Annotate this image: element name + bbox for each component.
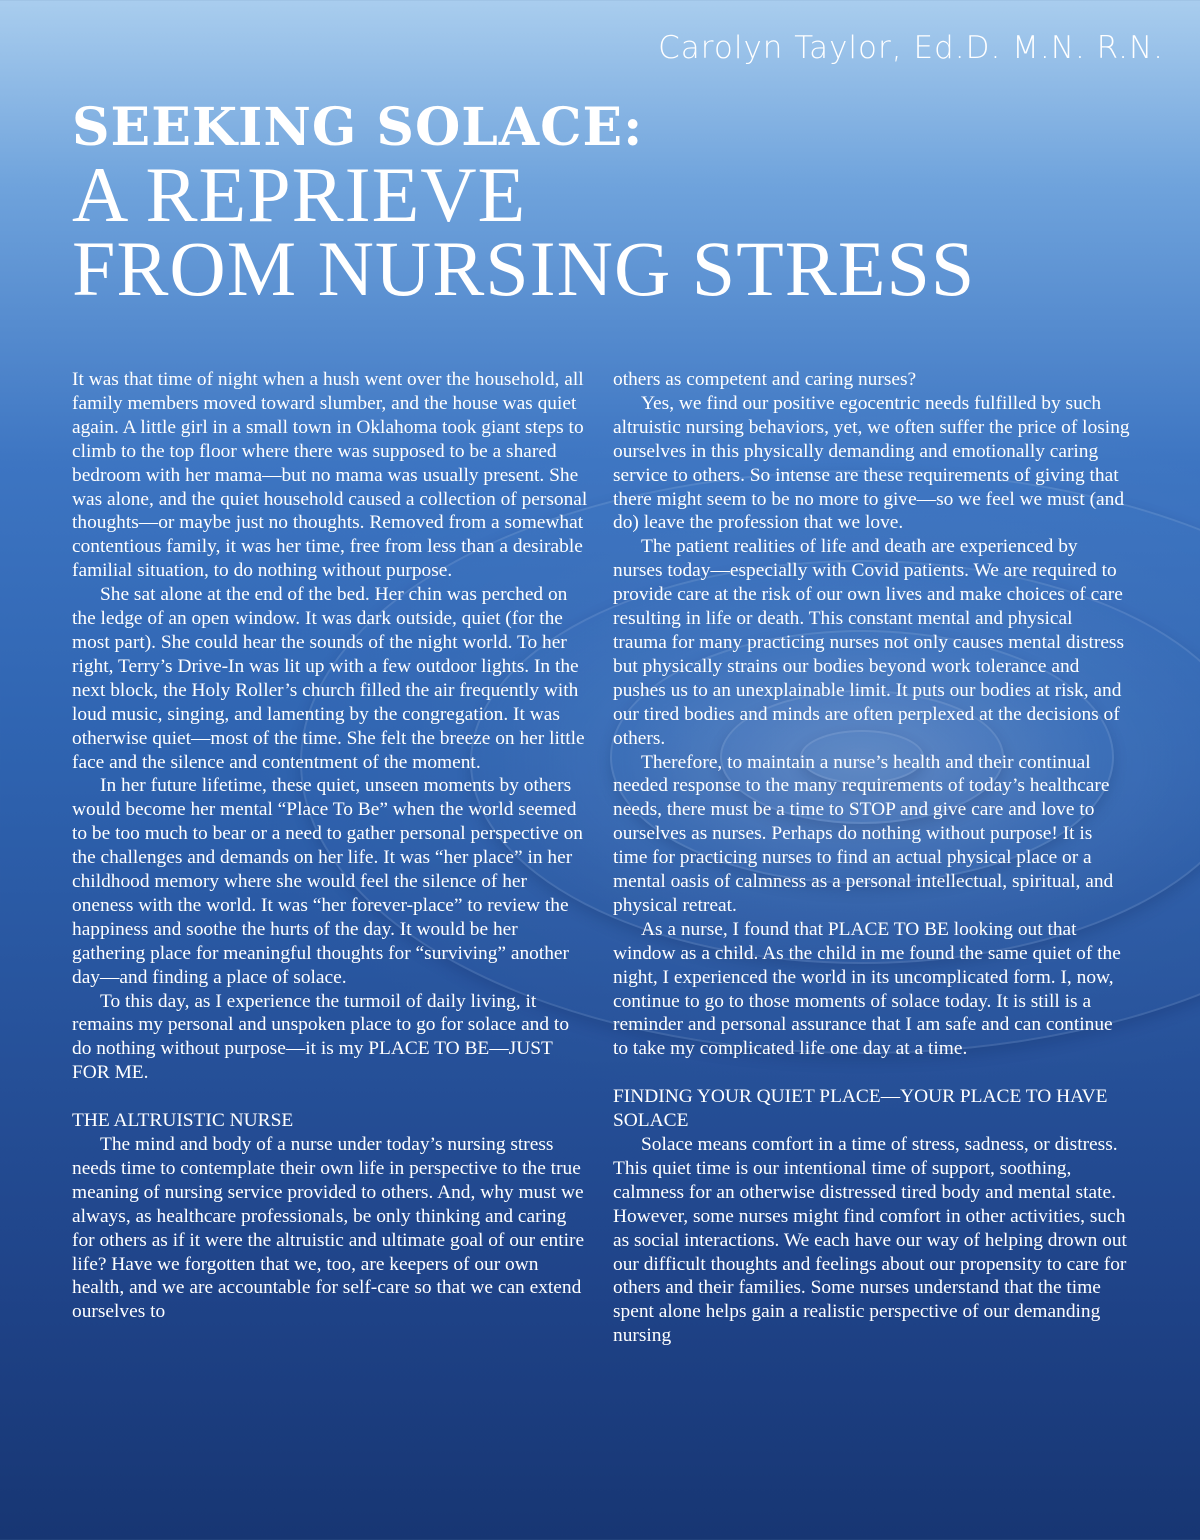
paragraph: In her future lifetime, these quiet, unseen moments by others would become her mental “Place To Be” when the world seemed to be too much to bear or a need to gather personal perspective on the challenges and demands on her life. It was “her place” in her childhood memory where she would feel the silence of her oneness with the world. It was “her forever-place” to review the happiness and soothe the hurts of the day. It would be her gathering place for meaningful thoughts for “surviving” another day—and finding a place of solace. xyxy=(72,775,583,988)
author-byline: Carolyn Taylor, Ed.D. M.N. R.N. xyxy=(658,30,1164,66)
article-column-left xyxy=(72,368,590,1324)
title-main-line-1: A REPRIEVE xyxy=(72,151,527,238)
paragraph: The patient realities of life and death are experienced by nurses today—especially with Covid patients. We are required to provide care at the risk of our own lives and make choices of care resulting in life or death. This constant mental and physical trauma for many practicing nurses not only causes mental distress but physically strains our bodies beyond work tolerance and pushes us to an unexplainable limit. It puts our bodies at risk, and our tired bodies and minds are often perplexed at the decisions of others. xyxy=(613,536,1125,749)
article-title xyxy=(72,97,1152,312)
section-heading: FINDING YOUR QUIET PLACE—YOUR PLACE TO HAVE SOLACE xyxy=(613,1086,1108,1132)
section-heading: THE ALTRUISTIC NURSE xyxy=(72,1110,294,1132)
paragraph: Yes, we find our positive egocentric needs fulfilled by such altruistic nursing behaviors, yet, we often suffer the price of losing ourselves in this physically demanding and emotionally caring service to others. So intense are these requirements of giving that there might seem to be no more to give—so we feel we must (and do) leave the profession that we love. xyxy=(613,392,1130,534)
paragraph: As a nurse, I found that PLACE TO BE looking out that window as a child. As the child in me found the same quiet of the night, I experienced the world in its uncomplicated form. I, now, continue to go to those moments of solace today. It is still is a reminder and personal assurance that I am safe and can continue to take my complicated life one day at a time. xyxy=(613,918,1121,1060)
paragraph: others as competent and caring nurses? xyxy=(613,369,917,390)
paragraph: Therefore, to maintain a nurse’s health and their continual needed response to the many requirements of today’s healthcare needs, there must be a time to STOP and give care and love to ourselves as nurses. Perhaps do nothing without purpose! It is time for practicing nurses to find an actual physical place or a mental oasis of calmness as a personal intellectual, spiritual, and physical retreat. xyxy=(613,751,1114,916)
paragraph: To this day, as I experience the turmoil of daily living, it remains my personal and unspoken place to go for solace and to do nothing without purpose—it is my PLACE TO BE—JUST FOR ME. xyxy=(72,990,570,1084)
title-kicker: SEEKING SOLACE: xyxy=(72,97,644,158)
paragraph: She sat alone at the end of the bed. Her chin was perched on the ledge of an open window. It was dark outside, quiet (for the most part). She could hear the sounds of the night world. To her right, Terry’s Drive-In was lit up with a few outdoor lights. In the next block, the Holy Roller’s church filled the air frequently with loud music, singing, and lamenting by the congregation. It was otherwise quiet—most of the time. She felt the breeze on her little face and the silence and contentment of the moment. xyxy=(72,584,585,773)
paragraph: It was that time of night when a hush went over the household, all family members moved toward slumber, and the house was quiet again. A little girl in a small town in Oklahoma took giant steps to climb to the top floor where there was supposed to be a shared bedroom with her mama—but no mama was usually present. She was alone, and the quiet household caused a collection of personal thoughts—or maybe just no thoughts. Removed from a somewhat contentious family, it was her time, free from less than a desirable familial situation, to do nothing without purpose. xyxy=(72,369,588,582)
article-column-right xyxy=(613,368,1131,1348)
paragraph: The mind and body of a nurse under today’s nursing stress needs time to contemplate their own life in perspective to the true meaning of nursing service provided to others. And, why must we always, as healthcare professionals, be only thinking and caring for others as if it were the altruistic and ultimate goal of our entire life? Have we forgotten that we, too, are keepers of our own health, and we are accountable for self-care so that we can extend ourselves to xyxy=(72,1133,585,1323)
title-main-line-2: FROM NURSING STRESS xyxy=(72,225,976,312)
paragraph: Solace means comfort in a time of stress, sadness, or distress. This quiet time is our intentional time of support, soothing, calmness for an otherwise distressed tired body and mental state. However, some nurses might find comfort in other activities, such as social interactions. We each have our way of helping drown out our difficult thoughts and feelings about our propensity to care for others and their families. Some nurses understand that the time spent alone helps gain a realistic perspective of our demanding nursing xyxy=(613,1133,1127,1347)
